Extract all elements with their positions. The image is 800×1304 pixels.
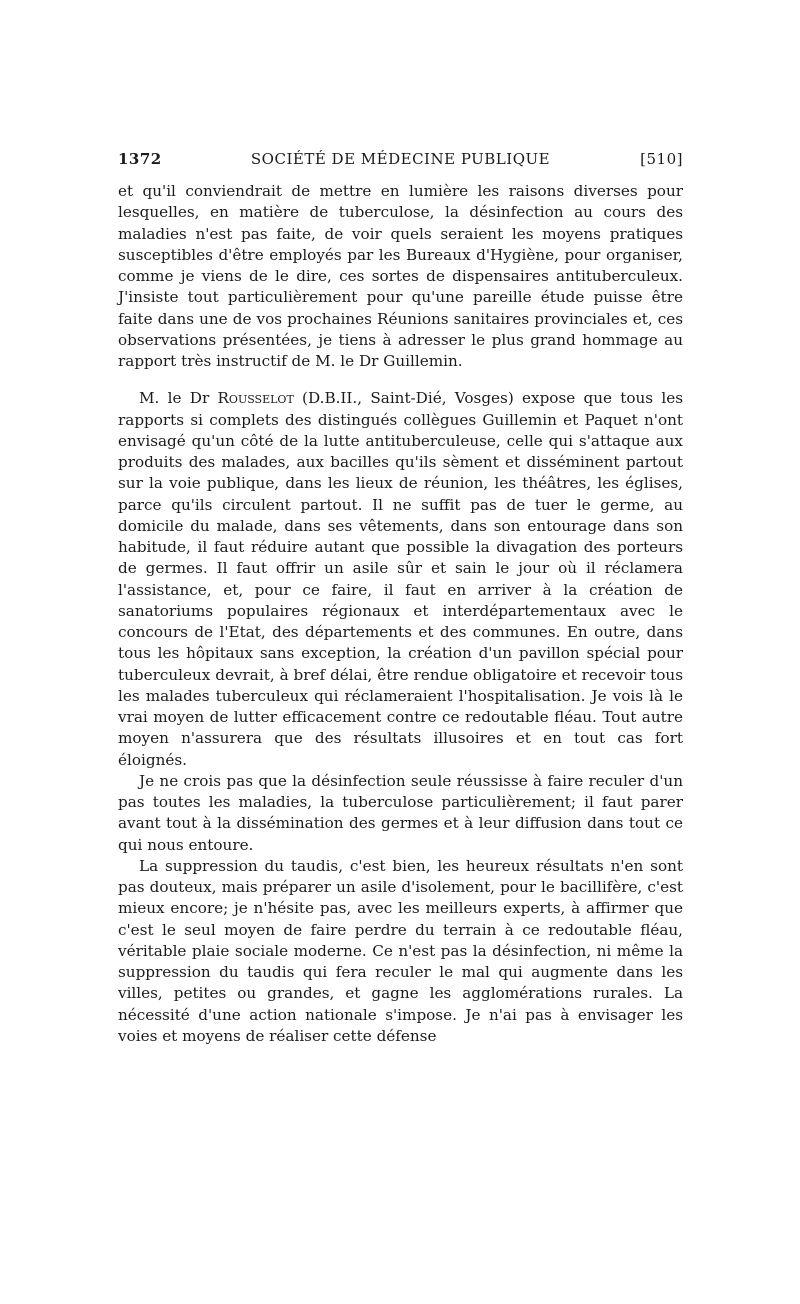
paragraph-rousselot-text: (D.B.II., Saint-Dié, Vosges) expose que tous les rapports si complets des distingués collègues Guillemin et Paquet n'ont envisagé qu'un côté de la lutte antituberculeuse, celle qui s'attaque aux produits des malades, aux bacilles qu'ils sèment et disséminent partout sur la voie publique, dans les lieux de réunion, les théâtres, les églises, parce qu'ils circulent partout. Il ne suffit pas de tuer le germe, au domicile du malade, dans ses vêtements, dans son entourage dans son habitude, il faut réduire autant que possible la divagation des porteurs de germes. Il faut offrir un asile sûr et sain le jour où il réclamera l'assistance, et, pour ce faire, il faut en arriver à la création de sanatoriums populaires régionaux et interdépartementaux avec le concours de l'Etat, des départements et des communes. En outre, dans tous les hôpitaux sans exception, la création d'un pavillon spécial pour tuberculeux devrait, à bref délai, être rendue obligatoire et recevoir tous les malades tuberculeux qui réclameraient l'hospitalisation. Je vois là le vrai moyen de lutter efficacement contre ce redoutable fléau. Tout autre moyen n'assurera que des résultats illusoires et en tout cas fort éloignés. <box>118 389 683 769</box>
running-header <box>118 150 683 174</box>
paragraph-taudis: La suppression du taudis, c'est bien, les heureux résultats n'en sont pas douteux, mais préparer un asile d'isolement, pour le bacillifère, c'est mieux encore; je n'hésite pas, avec les meilleurs experts, à affirmer que c'est le seul moyen de faire perdre du terrain à ce redoutable fléau, véritable plaie sociale moderne. Ce n'est pas la désinfection, ni même la suppression du taudis qui fera reculer le mal qui augmente dans les villes, petites ou grandes, et gagne les agglomérations rurales. La nécessité d'une action nationale s'impose. Je n'ai pas à envisager les voies et moyens de réaliser cette défense <box>118 856 683 1045</box>
paragraph-desinfection: Je ne crois pas que la désinfection seule réussisse à faire reculer d'un pas toutes les maladies, la tuberculose particulièrement; il faut parer avant tout à la dissémination des germes et à leur diffusion dans tout ce qui nous entoure. <box>118 771 683 854</box>
speaker-prefix: M. le Dr <box>139 389 218 408</box>
speaker-name: Rousselot <box>217 389 294 408</box>
body-text <box>118 181 683 1047</box>
page-reference: [510] <box>640 150 683 168</box>
paragraph-rousselot <box>118 388 683 771</box>
page-number: 1372 <box>118 150 162 168</box>
paragraph-continuation: et qu'il conviendrait de mettre en lumière les raisons diverses pour lesquelles, en matière de tuberculose, la désinfection au cours des maladies n'est pas faite, de voir quels seraient les moyens pratiques susceptibles d'être employés par les Bureaux d'Hygiène, pour organiser, comme je viens de le dire, ces sortes de dispensaires antituberculeux. J'insiste tout particulièrement pour qu'une pareille étude puisse être faite dans une de vos prochaines Réunions sanitaires provinciales et, ces observations présentées, je tiens à adresser le plus grand hommage au rapport très instructif de M. le Dr Guillemin. <box>118 182 683 370</box>
running-title: SOCIÉTÉ DE MÉDECINE PUBLIQUE <box>250 150 551 168</box>
